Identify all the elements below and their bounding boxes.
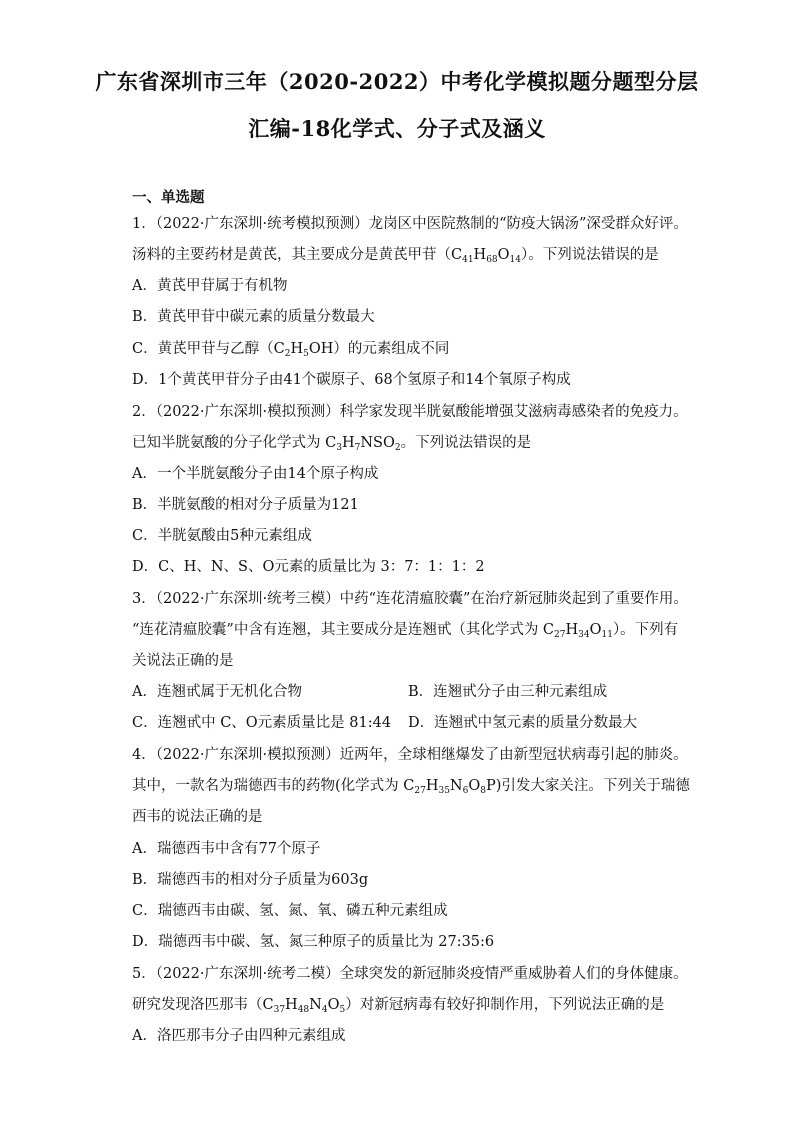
q2-stem-line-1: 2．（2022·广东深圳·模拟预测）科学家发现半胱氨酸能增强艾滋病毒感染者的免疫力。 (132, 404, 688, 420)
q1-stem-line-1: 1．（2022·广东深圳·统考模拟预测）龙岗区中医院熬制的“防疫大锅汤”深受群众好评。 (132, 216, 688, 232)
document-title-line-1: 广东省深圳市三年（2020-2022）中考化学模拟题分题型分层 (95, 69, 699, 94)
q3-option-c: C．连翘甙中 C、O元素质量比是 81:44 (132, 715, 392, 731)
q4-stem-line-1: 4．（2022·广东深圳·模拟预测）近两年，全球相继爆发了由新型冠状病毒引起的肺炎。 (132, 747, 688, 763)
q4-option-d: D．瑞德西韦中碳、氢、氮三种原子的质量比为 27:35:6 (132, 934, 495, 950)
q1-option-c: C．黄芪甲苷与乙醇$(C_2H_5OH)$的元素组成不同 (132, 341, 450, 359)
q1-option-d: D．1个黄芪甲苷分子由41个碳原子、68个氢原子和14个氧原子构成 (132, 372, 571, 388)
q4-stem-line-2: 其中，一款名为瑞德西韦的药物(化学式为 $C_{27}H_{35}N_6O_8P$)引发大家关注。下列关于瑞德 (132, 778, 690, 796)
q1-stem-line-2: 汤料的主要药材是黄芪，其主要成分是黄芪甲苷$(C_{41}H_{68}O_{14})$。下列说法错误的是 (132, 247, 659, 265)
q4-stem-line-3: 西韦的说法正确的是 (132, 809, 263, 825)
q4-option-a: A．瑞德西韦中含有77个原子 (132, 841, 321, 857)
q3-stem-line-3: 关说法正确的是 (132, 653, 234, 669)
q2-stem-line-2: 已知半胱氨酸的分子化学式为 $C_3H_7NSO_2$。下列说法错误的是 (132, 435, 532, 453)
q1-option-a: A．黄芪甲苷属于有机物 (132, 278, 288, 294)
q4-option-b: B．瑞德西韦的相对分子质量为603g (132, 872, 369, 888)
q2-option-a: A．一个半胱氨酸分子由14个原子构成 (132, 466, 379, 482)
q3-option-d: D．连翘甙中氢元素的质量分数最大 (408, 715, 638, 731)
q3-stem-line-2: “连花清瘟胶囊”中含有连翘，其主要成分是连翘甙（其化学式为 $C_{27}H_{34}O_{11}$）。下列有 (132, 622, 679, 640)
q1-option-b: B．黄芪甲苷中碳元素的质量分数最大 (132, 309, 375, 325)
q3-option-a: A．连翘甙属于无机化合物 (132, 684, 302, 700)
q3-option-b: B．连翘甙分子由三种元素组成 (408, 684, 608, 700)
section-heading: 一、单选题 (132, 189, 205, 206)
q5-stem-line-2: 研究发现洛匹那韦$(C_{37}H_{48}N_4O_5)$对新冠病毒有较好抑制作用，下列说法正确的是 (132, 997, 665, 1015)
q2-option-c: C．半胱氨酸由5种元素组成 (132, 528, 312, 544)
document-title-line-2: 汇编-18化学式、分子式及涵义 (248, 116, 546, 141)
q2-option-d: D．C、H、N、S、O元素的质量比为 3：7：1：1：2 (132, 559, 485, 575)
q3-stem-line-1: 3．（2022·广东深圳·统考三模）中药“连花清瘟胶囊”在治疗新冠肺炎起到了重要作用。 (132, 591, 688, 607)
q4-option-c: C．瑞德西韦由碳、氢、氮、氧、磷五种元素组成 (132, 903, 448, 919)
q2-option-b: B．半胱氨酸的相对分子质量为121 (132, 497, 359, 513)
q5-stem-line-1: 5．（2022·广东深圳·统考二模）全球突发的新冠肺炎疫情严重威胁着人们的身体健康。 (132, 966, 688, 982)
q5-option-a: A．洛匹那韦分子由四种元素组成 (132, 1028, 346, 1044)
